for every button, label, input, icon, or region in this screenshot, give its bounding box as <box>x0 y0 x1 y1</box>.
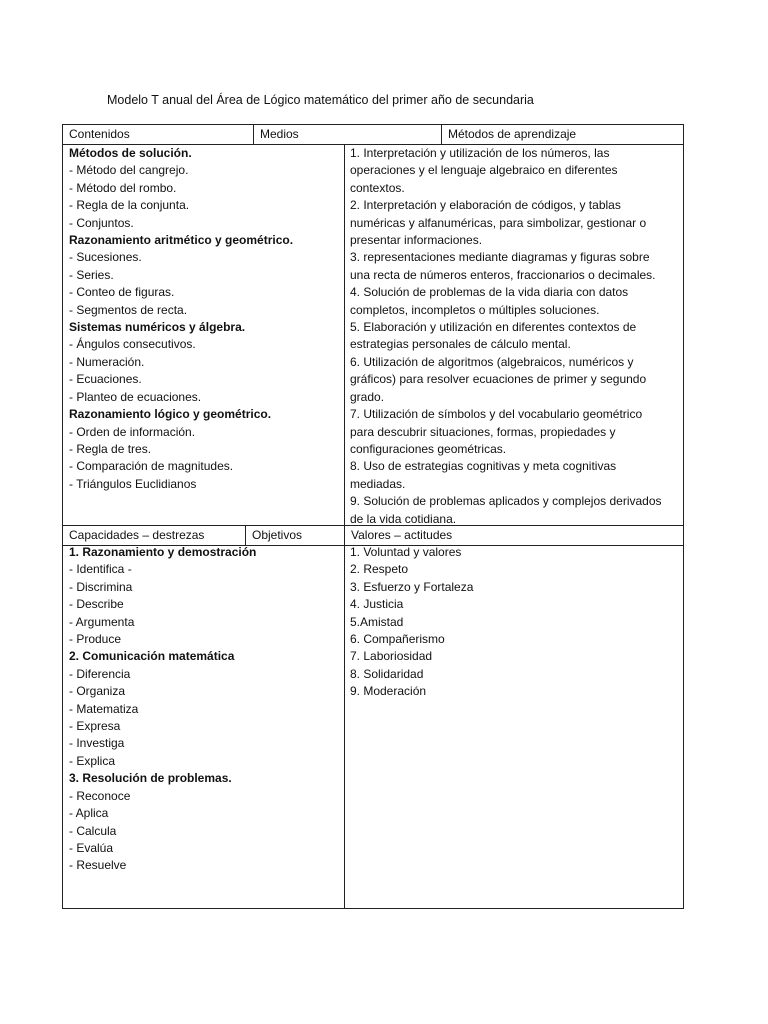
valores-list <box>344 544 683 701</box>
list-item: Razonamiento lógico y geométrico. <box>69 407 272 422</box>
list-item: - Planteo de ecuaciones. <box>69 389 202 404</box>
list-item: 5. Elaboración y utilización en diferentes contextos de <box>350 320 637 335</box>
list-item: 2. Interpretación y elaboración de códigos, y tablas <box>350 198 621 213</box>
list-item: mediadas. <box>350 476 406 491</box>
list-item: - Método del rombo. <box>69 180 177 195</box>
list-item: - Comparación de magnitudes. <box>69 459 234 474</box>
list-item: - Series. <box>69 267 114 282</box>
list-item: 2. Comunicación matemática <box>69 649 235 664</box>
list-item: numéricas y alfanuméricas, para simbolizar, gestionar o <box>350 215 647 230</box>
list-item: 4. Justicia <box>350 597 404 612</box>
list-item: - Conteo de figuras. <box>69 285 175 300</box>
list-item: 8. Uso de estrategias cognitivas y meta cognitivas <box>350 459 617 474</box>
list-item: - Evalúa <box>69 840 114 855</box>
list-item: - Organiza <box>69 684 126 699</box>
list-item: - Produce <box>69 632 122 647</box>
list-item: - Triángulos Euclidianos <box>69 476 197 491</box>
list-item: - Matematiza <box>69 701 139 716</box>
metodos-list <box>344 145 683 528</box>
list-item: 9. Solución de problemas aplicados y complejos derivados <box>350 494 662 509</box>
list-item: 3. Esfuerzo y Fortaleza <box>350 579 474 594</box>
list-item: - Diferencia <box>69 666 131 681</box>
list-item: Métodos de solución. <box>69 146 192 160</box>
list-item: presentar informaciones. <box>350 233 483 248</box>
list-item: - Calcula <box>69 823 117 838</box>
list-item: - Regla de la conjunta. <box>69 198 190 213</box>
document-title: Modelo T anual del Área de Lógico matemático del primer año de secundaria <box>107 93 534 107</box>
list-item: contextos. <box>350 180 405 195</box>
list-item: - Numeración. <box>69 354 145 369</box>
header-contenidos: Contenidos <box>69 127 130 141</box>
list-item: configuraciones geométricas. <box>350 441 507 456</box>
list-item: - Explica <box>69 753 116 768</box>
list-item: completos, incompletos o múltiples soluciones. <box>350 302 600 317</box>
list-item: - Orden de información. <box>69 424 196 439</box>
list-item: - Reconoce <box>69 788 131 803</box>
list-item: 1. Interpretación y utilización de los números, las <box>350 146 610 160</box>
header-row-contenidos <box>63 125 683 145</box>
list-item: 6. Compañerismo <box>350 632 445 647</box>
list-item: 5.Amistad <box>350 614 404 629</box>
list-item: 2. Respeto <box>350 562 409 577</box>
contenidos-list <box>63 145 344 493</box>
list-item: - Describe <box>69 597 124 612</box>
list-item: - Resuelve <box>69 858 127 873</box>
list-item: - Aplica <box>69 806 109 821</box>
header-medios: Medios <box>253 125 441 144</box>
list-item: - Ángulos consecutivos. <box>69 337 196 352</box>
list-item: - Sucesiones. <box>69 250 142 265</box>
list-item: - Expresa <box>69 719 121 734</box>
capacidades-list <box>63 544 344 875</box>
list-item: - Regla de tres. <box>69 441 152 456</box>
list-item: grado. <box>350 389 385 404</box>
list-item: 7. Laboriosidad <box>350 649 433 664</box>
list-item: 3. Resolución de problemas. <box>69 771 232 786</box>
list-item: - Investiga <box>69 736 125 751</box>
header-objetivos: Objetivos <box>245 526 344 545</box>
list-item: gráficos) para resolver ecuaciones de primer y segundo <box>350 372 647 387</box>
list-item: 1. Razonamiento y demostración <box>69 545 257 559</box>
list-item: de la vida cotidiana. <box>350 511 457 526</box>
list-item: - Ecuaciones. <box>69 372 142 387</box>
list-item: una recta de números enteros, fraccionarios o decimales. <box>350 267 656 282</box>
list-item: 6. Utilización de algoritmos (algebraicos, numéricos y <box>350 354 634 369</box>
list-item: 9. Moderación <box>350 684 427 699</box>
list-item: para descubrir situaciones, formas, propiedades y <box>350 424 616 439</box>
list-item: Razonamiento aritmético y geométrico. <box>69 233 294 248</box>
list-item: operaciones y el lenguaje algebraico en diferentes <box>350 163 618 178</box>
header-metodos: Métodos de aprendizaje <box>441 125 683 144</box>
list-item: 4. Solución de problemas de la vida diaria con datos <box>350 285 629 300</box>
list-item: 8. Solidaridad <box>350 666 424 681</box>
list-item: - Método del cangrejo. <box>69 163 189 178</box>
list-item: - Conjuntos. <box>69 215 134 230</box>
list-item: estrategias personales de cálculo mental. <box>350 337 571 352</box>
list-item: Sistemas numéricos y álgebra. <box>69 320 246 335</box>
list-item: - Segmentos de recta. <box>69 302 188 317</box>
header-row-capacidades <box>63 526 683 546</box>
planning-table <box>62 124 684 909</box>
list-item: 3. representaciones mediante diagramas y figuras sobre <box>350 250 650 265</box>
header-capacidades: Capacidades – destrezas <box>69 528 205 542</box>
list-item: - Identifica - <box>69 562 132 577</box>
list-item: 7. Utilización de símbolos y del vocabulario geométrico <box>350 407 643 422</box>
list-item: - Discrimina <box>69 579 133 594</box>
list-item: - Argumenta <box>69 614 135 629</box>
header-valores: Valores – actitudes <box>344 526 683 545</box>
list-item: 1. Voluntad y valores <box>350 545 462 559</box>
